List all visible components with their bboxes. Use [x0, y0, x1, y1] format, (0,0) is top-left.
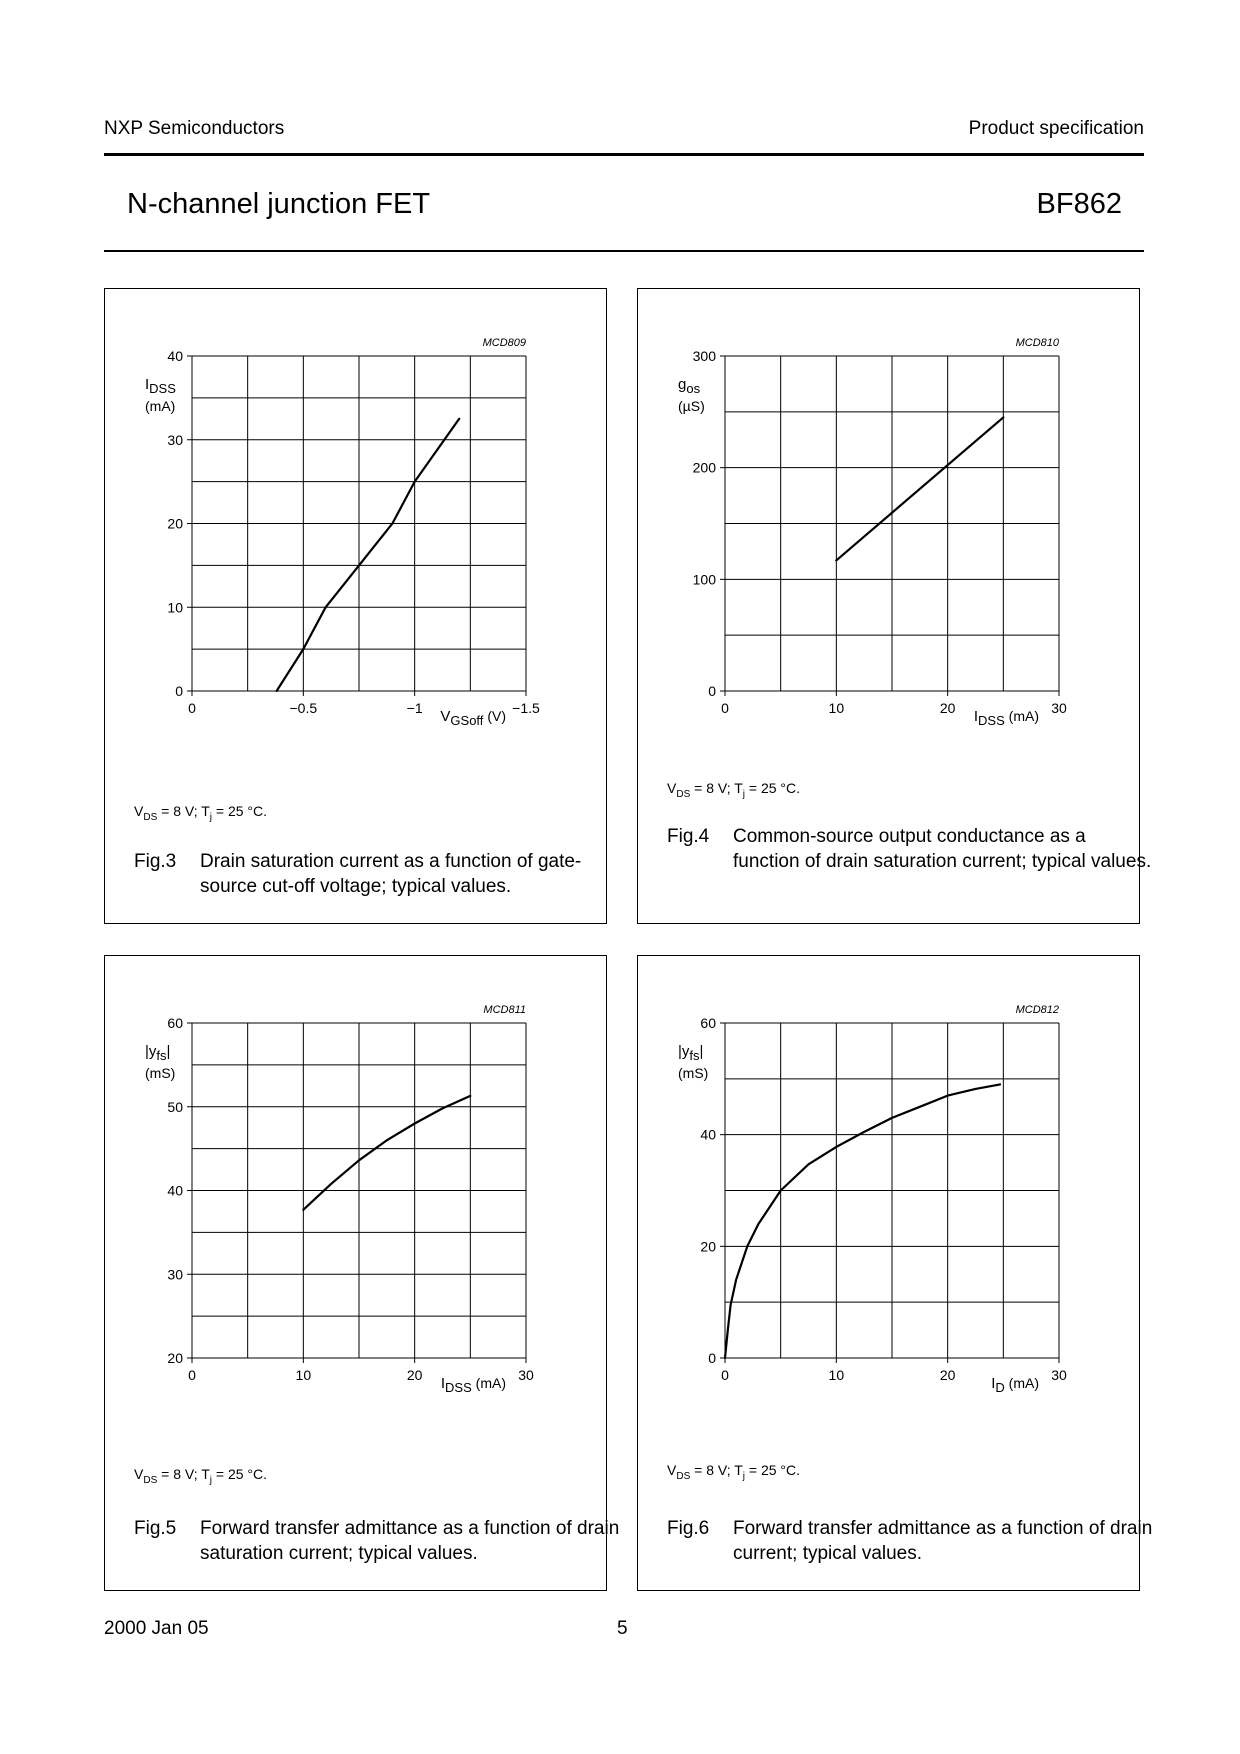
fig5-xtick-label-0: 0 — [188, 1367, 196, 1383]
fig3-xtick-label-1: −0.5 — [289, 700, 318, 716]
figure-4-panel — [637, 288, 1152, 924]
fig5-xtick-label-3: 30 — [518, 1367, 534, 1383]
fig4-conditions: $V_{DS} = 8$ V; $T_j = 25$ °C. — [667, 780, 801, 800]
fig3-y-axis-label: IDSS — [145, 376, 176, 396]
fig6-chart — [638, 956, 1141, 1592]
fig3-number: Fig.3 — [134, 851, 177, 872]
fig5-caption-text: Forward transfer admittance as a function of drain saturation current; typical values. — [200, 1518, 620, 1564]
fig3-y-axis-unit: (mA) — [145, 398, 176, 414]
fig5-chart — [105, 956, 608, 1592]
fig4-ytick-label-2: 200 — [692, 459, 716, 476]
fig6-figure-code: MCD812 — [1015, 1004, 1059, 1016]
fig3-xtick-label-0: 0 — [188, 700, 196, 716]
fig5-xtick-label-2: 20 — [406, 1367, 423, 1383]
figure-6-panel — [637, 955, 1153, 1591]
header-rule — [104, 153, 1144, 156]
fig4-x-axis-label: IDSS (mA) — [973, 708, 1039, 728]
figure-5-panel — [104, 955, 620, 1591]
header-doc-type: Product specification — [968, 118, 1144, 139]
fig3-figure-code: MCD809 — [482, 337, 526, 349]
fig3-ytick-label-4: 40 — [167, 348, 183, 364]
product-title: N-channel junction FET — [127, 188, 431, 220]
fig3-caption-text: Drain saturation current as a function of gate-source cut-off voltage; typical values. — [200, 851, 582, 897]
fig6-series-line-0 — [725, 1084, 1000, 1358]
fig4-xtick-label-3: 30 — [1051, 700, 1067, 716]
fig3-ytick-label-0: 0 — [175, 683, 183, 699]
fig3-xtick-label-2: −1 — [406, 700, 423, 716]
fig3-ytick-label-3: 30 — [167, 431, 183, 448]
fig4-series-line-0 — [836, 417, 1003, 560]
fig6-y-axis-unit: (mS) — [678, 1065, 709, 1081]
fig4-number: Fig.4 — [667, 826, 710, 847]
fig3-x-axis-label: VGSoff (V) — [440, 708, 506, 728]
fig6-y-axis-label: |yfs| — [678, 1043, 704, 1063]
fig5-x-axis-label: IDSS (mA) — [440, 1375, 506, 1395]
fig6-x-axis-label: ID (mA) — [991, 1375, 1039, 1395]
fig5-figure-code: MCD811 — [483, 1004, 526, 1016]
fig3-conditions: $V_{DS} = 8$ V; $T_j = 25$ °C. — [134, 803, 268, 823]
fig5-number: Fig.5 — [134, 1518, 177, 1539]
fig4-caption-text: Common-source output conductance as a function of drain saturation current; typical values. — [733, 826, 1152, 872]
fig5-series-line-0 — [303, 1096, 470, 1210]
fig3-xtick-label-3: −1.5 — [512, 700, 540, 716]
fig4-xtick-label-1: 10 — [828, 700, 845, 716]
fig6-xtick-label-1: 10 — [828, 1367, 845, 1383]
fig5-conditions: $V_{DS} = 8$ V; $T_j = 25$ °C. — [134, 1466, 268, 1486]
fig5-ytick-label-0: 20 — [167, 1350, 183, 1366]
fig4-ytick-label-3: 300 — [692, 348, 716, 364]
fig4-y-axis-unit: (µS) — [678, 398, 705, 414]
fig4-figure-code: MCD810 — [1015, 337, 1059, 349]
title-rule — [104, 250, 1144, 252]
fig6-ytick-label-3: 60 — [700, 1015, 716, 1031]
fig3-ytick-label-2: 20 — [167, 515, 183, 532]
figure-3-panel — [104, 288, 607, 924]
footer-date: 2000 Jan 05 — [104, 1618, 209, 1639]
fig4-xtick-label-0: 0 — [721, 700, 729, 716]
fig5-ytick-label-3: 50 — [167, 1098, 183, 1115]
fig6-number: Fig.6 — [667, 1518, 710, 1539]
fig3-series-line-0 — [277, 419, 460, 691]
fig3-chart — [105, 289, 608, 925]
fig5-y-axis-label: |yfs| — [145, 1043, 171, 1063]
fig4-ytick-label-0: 0 — [708, 683, 716, 699]
fig3-ytick-label-1: 10 — [167, 599, 183, 616]
fig6-xtick-label-2: 20 — [939, 1367, 956, 1383]
fig6-ytick-label-0: 0 — [708, 1350, 716, 1366]
fig5-ytick-label-2: 40 — [167, 1182, 183, 1199]
fig5-ytick-label-4: 60 — [167, 1015, 183, 1031]
fig6-ytick-label-1: 20 — [700, 1238, 716, 1255]
fig5-ytick-label-1: 30 — [167, 1266, 183, 1283]
fig4-y-axis-label: gos — [678, 376, 701, 396]
fig6-caption-text: Forward transfer admittance as a function of drain current; typical values. — [733, 1518, 1153, 1564]
fig6-ytick-label-2: 40 — [700, 1126, 716, 1143]
fig6-xtick-label-0: 0 — [721, 1367, 729, 1383]
part-number: BF862 — [1036, 188, 1122, 220]
header-company: NXP Semiconductors — [104, 118, 285, 139]
fig6-conditions: $V_{DS} = 8$ V; $T_j = 25$ °C. — [667, 1462, 801, 1482]
fig6-xtick-label-3: 30 — [1051, 1367, 1067, 1383]
fig4-xtick-label-2: 20 — [939, 700, 956, 716]
fig5-xtick-label-1: 10 — [295, 1367, 312, 1383]
footer-page-number: 5 — [617, 1618, 628, 1639]
fig5-y-axis-unit: (mS) — [145, 1065, 176, 1081]
fig4-ytick-label-1: 100 — [692, 571, 716, 588]
